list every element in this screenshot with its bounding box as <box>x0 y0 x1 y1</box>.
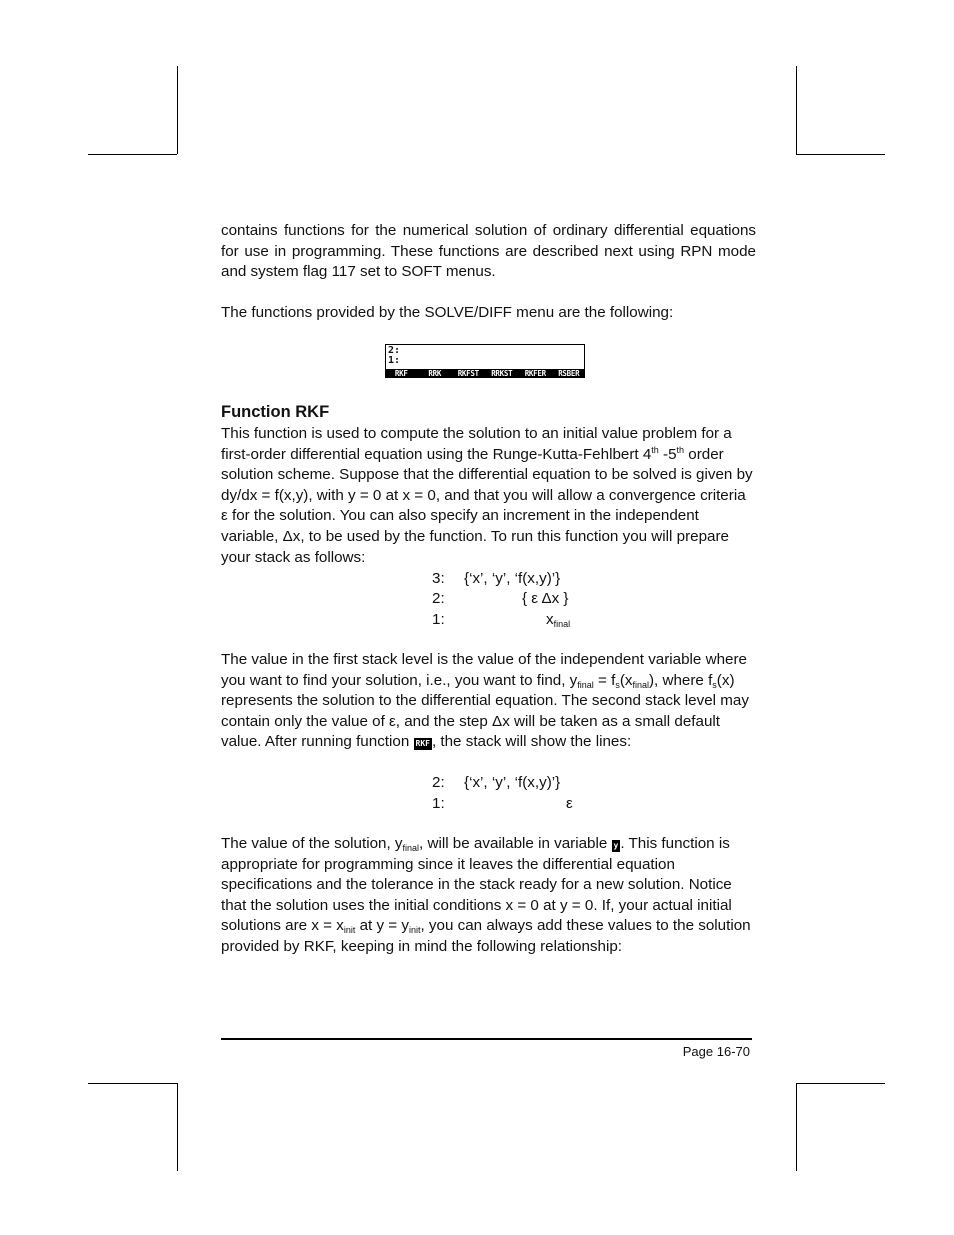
softkey-menu <box>385 369 585 378</box>
stack-level-2: 2: <box>388 345 401 356</box>
crop-mark <box>88 1083 177 1084</box>
softkey-rkfer[interactable]: RKFER <box>524 369 546 378</box>
softkey-rsber[interactable]: RSBER <box>558 369 580 378</box>
section-heading: Function RKF <box>221 403 330 421</box>
softkey-rkf[interactable]: RKF <box>394 369 408 378</box>
rkf-key: RKF <box>415 739 430 749</box>
crop-mark <box>88 154 177 155</box>
stack-level-1: 1: <box>388 355 401 366</box>
crop-mark <box>177 1083 178 1171</box>
softkey-rrkst[interactable]: RRKST <box>491 369 513 378</box>
page-number: Page 16-70 <box>682 1044 750 1059</box>
stack-explanation: The value in the first stack level is the value of the independent variable where you want to find your solution, i.e., you want to find, $y_{final} = f_s(x_{final})$, where $f_s(x)$ represents the solution to the differential equation. The second stack level may contain only the value of ε, and the step Δx will be taken as a small default value. After running function RKF , the stack will show the lines: <box>221 651 749 751</box>
footer-rule <box>221 1038 752 1040</box>
crop-mark <box>796 1083 797 1171</box>
rkf-description: This function is used to compute the solution to an initial value problem for a first-order differential equation using the Runge-Kutta-Fehlbert 4th -5th order solution scheme. Suppose that the differential equation to be solved is given by dy/dx = f(x,y), with y = 0 at x = 0, and that you will allow a convergence criteria ε for the solution. You can also specify an increment in the independent variable, Δx, to be used by the function. To run this function you will prepare your stack as follows: <box>221 425 753 566</box>
crop-mark <box>796 66 797 154</box>
crop-mark <box>177 66 178 154</box>
crop-mark <box>796 154 885 155</box>
intro-paragraph: contains functions for the numerical solution of ordinary differential equations for use in programming. These functions are described next using RPN mode and system flag 117 set to SOFT menus. <box>221 222 756 281</box>
softkey-rrk[interactable]: RRK <box>428 369 442 378</box>
solution-explanation: The value of the solution, $y_{final}$, will be available in variable y . This function is appropriate for programming since it leaves the differential equation specifications and the tolerance in the stack ready for a new solution. Notice that the solution uses the initial conditions x = 0 at y = 0. If, your actual initial solutions are $x = x_{init}$ at $y = y_{init}$, you can always add these values to the solution provided by RKF, keeping in mind the following relationship: <box>221 835 751 955</box>
menu-intro-text: The functions provided by the SOLVE/DIFF menu are the following: <box>221 304 674 321</box>
softkey-rkfst[interactable]: RKFST <box>457 369 479 378</box>
crop-mark <box>796 1083 885 1084</box>
y-variable-key: y <box>613 841 619 850</box>
